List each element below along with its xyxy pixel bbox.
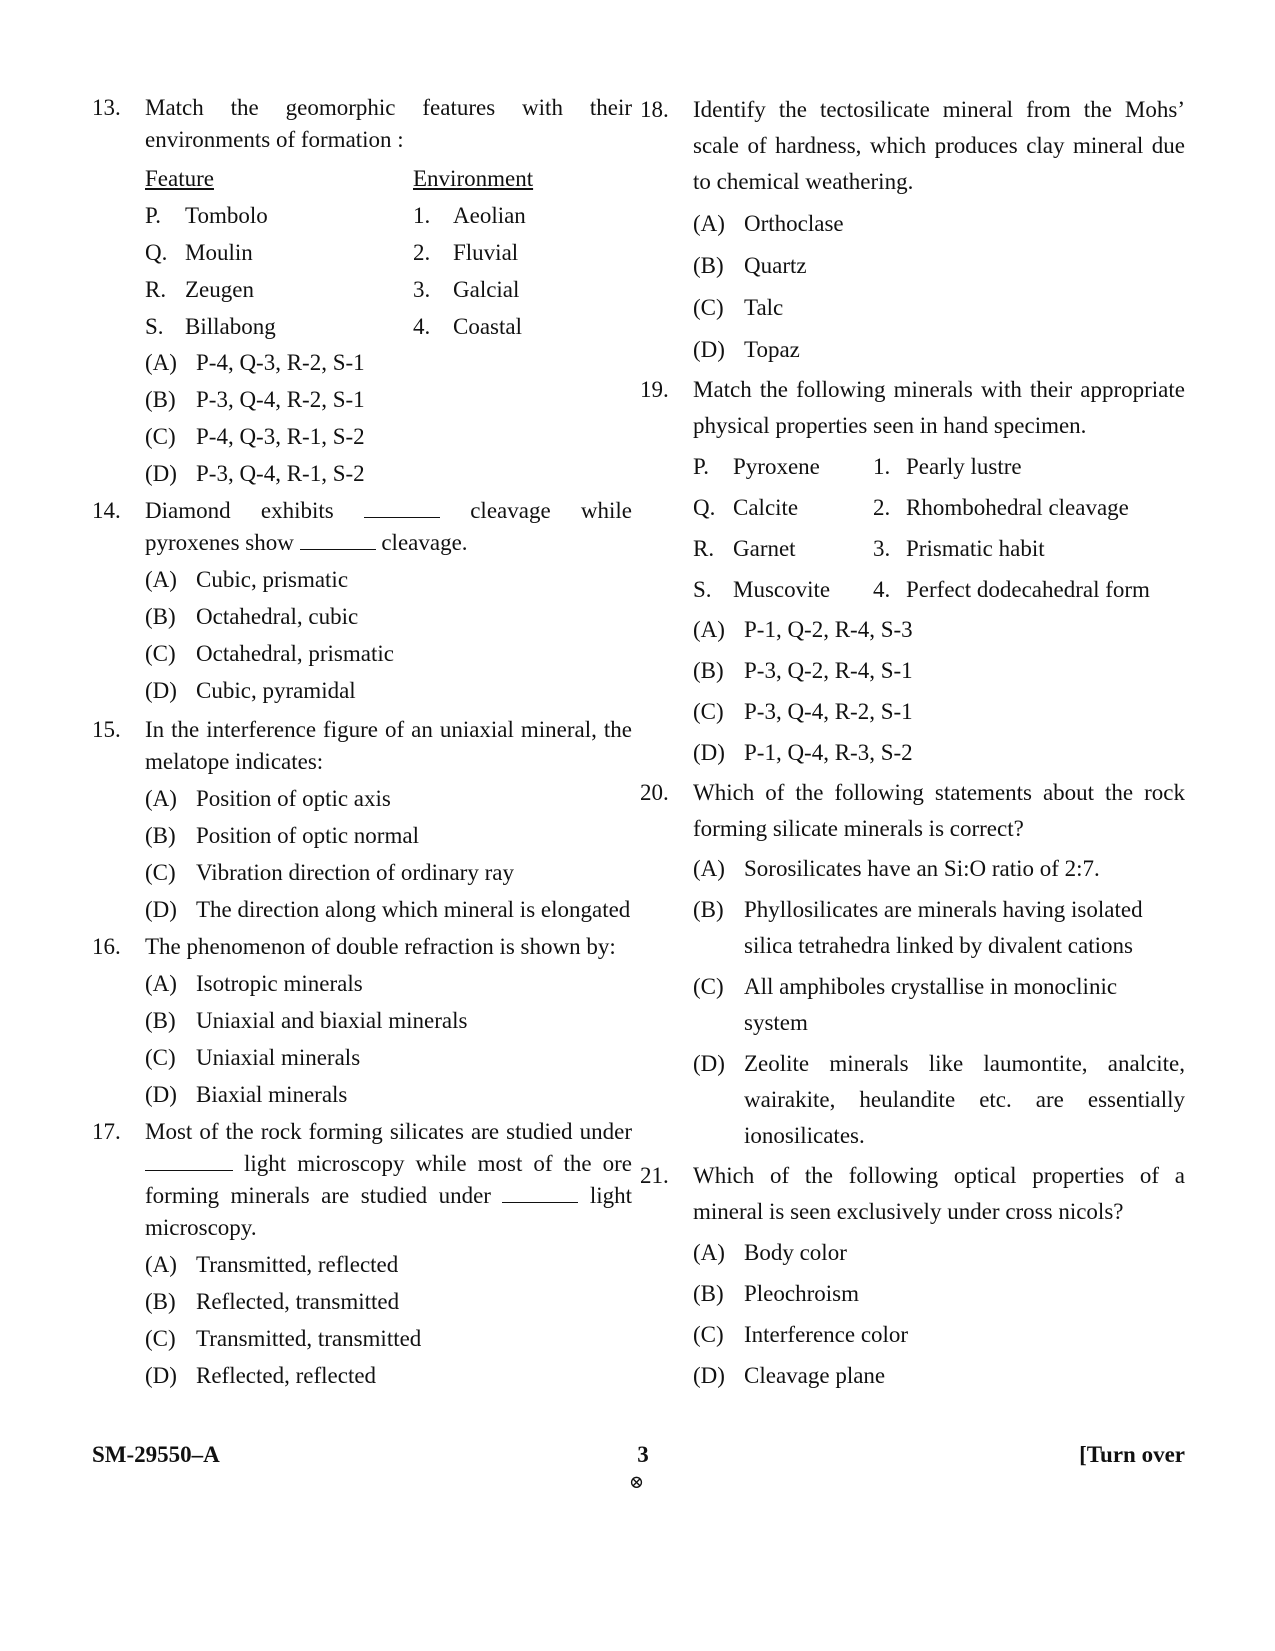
option-text: Body color [744, 1240, 847, 1265]
option [145, 675, 632, 707]
option-text: Uniaxial and biaxial minerals [196, 1008, 468, 1033]
option-label: (C) [145, 1326, 176, 1351]
option [145, 1079, 632, 1111]
match-key: P. [693, 453, 709, 479]
match-row [145, 271, 533, 308]
option [145, 1005, 632, 1037]
option [145, 1042, 632, 1074]
match-row [693, 446, 1150, 487]
match-env: Aeolian [453, 202, 526, 228]
circled-times-icon: ⊗ [629, 1472, 645, 1492]
question-text: The phenomenon of double refraction is shown by: [145, 934, 616, 959]
question-number: 21. [640, 1163, 669, 1188]
option-label: (D) [693, 1363, 725, 1388]
option [145, 458, 632, 490]
blank [300, 529, 376, 550]
text-part: Most of the rock forming silicates are studied under [145, 1119, 632, 1144]
match-row [145, 197, 533, 234]
option [145, 638, 632, 670]
question-21 [640, 1158, 1185, 1230]
option-text: Phyllosilicates are minerals having isolated silica tetrahedra linked by divalent cations [744, 897, 1143, 958]
match-table [693, 446, 1150, 610]
turn-over-label: [Turn over [1079, 1442, 1185, 1467]
option [693, 332, 1185, 368]
option [145, 1360, 632, 1392]
option [693, 892, 1185, 964]
option-label: (C) [693, 974, 724, 999]
option [693, 851, 1185, 887]
option-text: Position of optic axis [196, 786, 391, 811]
match-number: 1. [413, 202, 431, 228]
match-key: R. [145, 276, 167, 302]
match-env: Coastal [453, 313, 522, 339]
match-env: Fluvial [453, 239, 519, 265]
text-part: cleavage. [381, 530, 468, 555]
match-row [145, 308, 533, 345]
option-text: P-4, Q-3, R-1, S-2 [196, 424, 365, 449]
option [145, 564, 632, 596]
option-label: (B) [693, 253, 724, 278]
question-18 [640, 92, 1185, 200]
match-table [145, 160, 533, 345]
option [693, 1235, 1185, 1271]
option-text: Biaxial minerals [196, 1082, 348, 1107]
option-text: P-4, Q-3, R-2, S-1 [196, 350, 365, 375]
match-number: 1. [873, 453, 891, 479]
match-row [693, 569, 1150, 610]
left-column [92, 92, 632, 1392]
option [693, 969, 1185, 1041]
match-number: 2. [413, 239, 431, 265]
option-text: Transmitted, reflected [196, 1252, 399, 1277]
paper-code: SM-29550–A [92, 1442, 220, 1467]
match-value: Billabong [185, 313, 276, 339]
match-value: Tombolo [185, 202, 268, 228]
option-text: Zeolite minerals like laumontite, analcite, wairakite, heulandite etc. are essentially ionosilicates. [744, 1051, 1185, 1148]
match-key: P. [145, 202, 161, 228]
question-16 [92, 931, 632, 963]
option [693, 653, 1185, 689]
question-19 [640, 372, 1185, 610]
match-value: Muscovite [733, 576, 831, 602]
option [693, 612, 1185, 648]
option-label: (D) [693, 740, 725, 765]
option-label: (A) [693, 211, 725, 236]
option-label: (C) [145, 641, 176, 666]
match-value: Garnet [733, 535, 796, 561]
blank [145, 1150, 233, 1171]
option-text: P-1, Q-4, R-3, S-2 [744, 740, 913, 765]
option [145, 384, 632, 416]
option-label: (A) [145, 350, 177, 375]
match-number: 2. [873, 494, 891, 520]
option-label: (A) [145, 971, 177, 996]
option-label: (A) [145, 567, 177, 592]
option-label: (A) [693, 1240, 725, 1265]
question-text: Identify the tectosilicate mineral from the Mohs’ scale of hardness, which produces clay mineral due to chemical weathering. [693, 97, 1185, 194]
blank [364, 497, 440, 518]
option-text: Octahedral, cubic [196, 604, 359, 629]
match-number: 4. [873, 576, 891, 602]
question-number: 17. [92, 1119, 121, 1144]
match-key: S. [145, 313, 164, 339]
option [693, 248, 1185, 284]
option-text: P-3, Q-4, R-1, S-2 [196, 461, 365, 486]
option [693, 735, 1185, 771]
page-footer [92, 1442, 1185, 1492]
option-text: Vibration direction of ordinary ray [196, 860, 514, 885]
match-number: 3. [873, 535, 891, 561]
question-15 [92, 714, 632, 778]
option-text: Uniaxial minerals [196, 1045, 361, 1070]
option-text: P-3, Q-4, R-2, S-1 [196, 387, 365, 412]
match-key: Q. [145, 239, 168, 265]
option-label: (D) [693, 337, 725, 362]
match-value: Calcite [733, 494, 799, 520]
option-text: P-3, Q-2, R-4, S-1 [744, 658, 913, 683]
option [693, 694, 1185, 730]
option-text: Talc [744, 295, 784, 320]
option-text: Topaz [744, 337, 800, 362]
option-text: Orthoclase [744, 211, 844, 236]
option-label: (C) [145, 860, 176, 885]
option-text: Position of optic normal [196, 823, 419, 848]
question-17 [92, 1116, 632, 1244]
option-text: The direction along which mineral is elongated [196, 897, 631, 922]
match-value: Zeugen [185, 276, 254, 302]
option [145, 968, 632, 1000]
option-text: All amphiboles crystallise in monoclinic system [744, 974, 1118, 1035]
option-text: Octahedral, prismatic [196, 641, 394, 666]
option-label: (D) [693, 1051, 725, 1076]
match-key: R. [693, 535, 715, 561]
match-row [145, 234, 533, 271]
match-row [693, 487, 1150, 528]
option-label: (C) [693, 699, 724, 724]
match-env: Pearly lustre [906, 453, 1022, 479]
question-13 [92, 92, 632, 345]
option-text: Interference color [744, 1322, 909, 1347]
question-number: 16. [92, 934, 121, 959]
option-label: (B) [145, 604, 176, 629]
option-label: (D) [145, 461, 177, 486]
option-text: P-3, Q-4, R-2, S-1 [744, 699, 913, 724]
question-text: Match the geomorphic features with their environments of formation : [145, 95, 632, 152]
option [145, 1249, 632, 1281]
question-text: In the interference figure of an uniaxial mineral, the melatope indicates: [145, 717, 632, 774]
option-label: (B) [145, 1008, 176, 1033]
question-text: Which of the following optical properties of a mineral is seen exclusively under cross nicols? [693, 1163, 1185, 1224]
question-number: 18. [640, 97, 669, 122]
option [145, 1323, 632, 1355]
page-number: 3 [637, 1442, 649, 1467]
option-label: (B) [145, 1289, 176, 1314]
option-text: Transmitted, transmitted [196, 1326, 422, 1351]
option-label: (D) [145, 897, 177, 922]
option [693, 206, 1185, 242]
option-label: (C) [145, 424, 176, 449]
question-number: 20. [640, 780, 669, 805]
option-label: (B) [693, 1281, 724, 1306]
match-number: 4. [413, 313, 431, 339]
option-text: Pleochroism [744, 1281, 859, 1306]
match-env: Rhombohedral cleavage [906, 494, 1129, 520]
match-number: 3. [413, 276, 431, 302]
question-text: Match the following minerals with their appropriate physical properties seen in hand specimen. [693, 377, 1185, 438]
option [145, 857, 632, 889]
blank [502, 1182, 578, 1203]
match-key: Q. [693, 494, 716, 520]
option [693, 1046, 1185, 1154]
option [693, 1317, 1185, 1353]
text-part: light microscopy while most of the ore forming minerals are studied under [145, 1151, 633, 1208]
option-label: (D) [145, 1082, 177, 1107]
question-20 [640, 775, 1185, 847]
question-text: Which of the following statements about the rock forming silicate minerals is correct? [693, 780, 1185, 841]
match-env: Galcial [453, 276, 520, 302]
option-label: (A) [693, 617, 725, 642]
option [145, 347, 632, 379]
option-text: Cleavage plane [744, 1363, 886, 1388]
option-text: Cubic, prismatic [196, 567, 349, 592]
match-header-feature: Feature [145, 165, 214, 191]
question-14 [92, 495, 632, 559]
option [145, 783, 632, 815]
option [145, 820, 632, 852]
option [693, 1358, 1185, 1394]
option-label: (A) [145, 1252, 177, 1277]
option [145, 1286, 632, 1318]
option-label: (A) [693, 856, 725, 881]
match-env: Prismatic habit [906, 535, 1045, 561]
option-text: Reflected, reflected [196, 1363, 377, 1388]
option-text: Cubic, pyramidal [196, 678, 356, 703]
option-text: Quartz [744, 253, 807, 278]
option-label: (B) [693, 658, 724, 683]
text-part: cleavage while pyroxenes show [145, 498, 633, 555]
option-label: (C) [693, 295, 724, 320]
option-label: (C) [145, 1045, 176, 1070]
option-label: (C) [693, 1322, 724, 1347]
question-number: 13. [92, 95, 121, 120]
option [693, 290, 1185, 326]
text-part: Diamond exhibits [145, 498, 334, 523]
option-label: (D) [145, 678, 177, 703]
question-text [145, 495, 632, 559]
match-value: Pyroxene [733, 453, 820, 479]
match-key: S. [693, 576, 712, 602]
match-value: Moulin [185, 239, 253, 265]
question-number: 15. [92, 717, 121, 742]
option [145, 601, 632, 633]
option-label: (B) [145, 823, 176, 848]
question-number: 14. [92, 498, 121, 523]
option-label: (A) [145, 786, 177, 811]
right-column [640, 92, 1185, 1394]
option [145, 894, 632, 926]
match-env: Perfect dodecahedral form [906, 576, 1150, 602]
option [145, 421, 632, 453]
option-label: (B) [145, 387, 176, 412]
question-number: 19. [640, 377, 669, 402]
text-part: light microscopy. [145, 1183, 633, 1240]
option-label: (D) [145, 1363, 177, 1388]
option-text: Isotropic minerals [196, 971, 363, 996]
option-text: Sorosilicates have an Si:O ratio of 2:7. [744, 856, 1100, 881]
option-text: Reflected, transmitted [196, 1289, 400, 1314]
option-text: P-1, Q-2, R-4, S-3 [744, 617, 913, 642]
option [693, 1276, 1185, 1312]
match-row [693, 528, 1150, 569]
match-header-environment: Environment [413, 165, 534, 191]
option-label: (B) [693, 897, 724, 922]
question-text [145, 1116, 632, 1244]
